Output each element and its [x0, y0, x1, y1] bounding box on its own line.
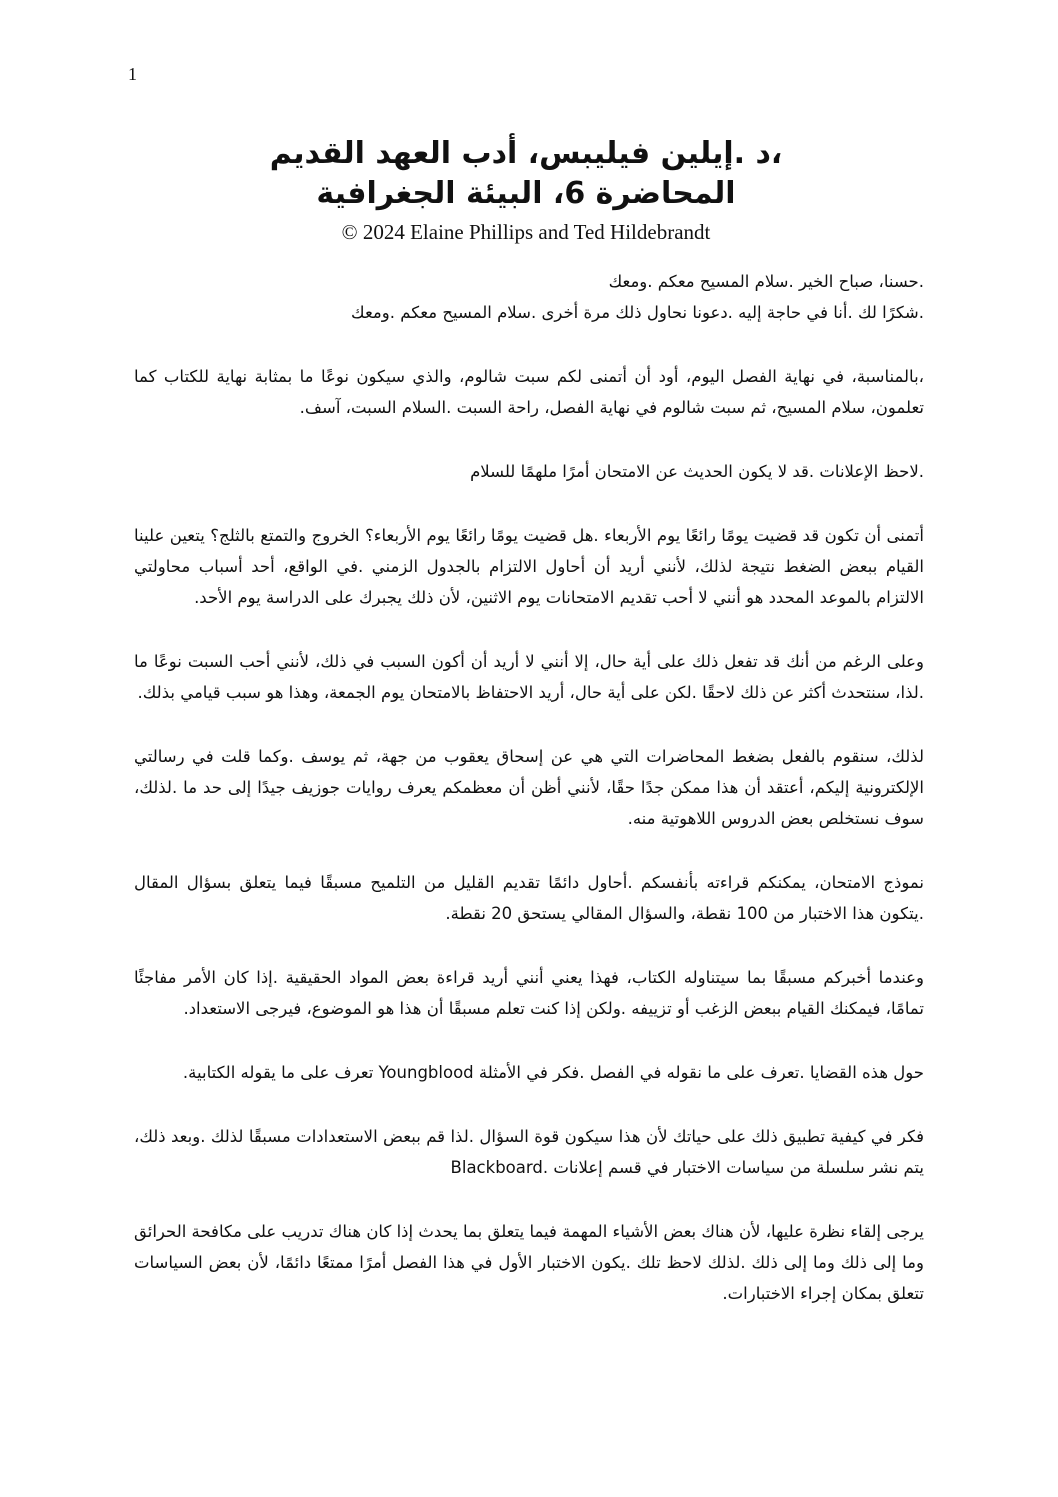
paragraph-line: نموذج الامتحان، يمكنكم قراءته بأنفسكم .أحاول دائمًا تقديم القليل من التلميح مسبقًا فيما يتعلق بسؤال المقال .يتكون هذا الاختبار من 100 نقطة، والسؤال المقالي يستحق 20 نقطة.	[134, 873, 924, 923]
paragraph	[134, 962, 924, 1024]
paragraph	[134, 266, 924, 328]
paragraph-line: وعندما أخبركم مسبقًا بما سيتناوله الكتاب، فهذا يعني أنني أريد قراءة بعض المواد الحقيقية .إذا كان الأمر مفاجئًا تمامًا، فيمكنك القيام ببعض الزغب أو تزييفه .ولكن إذا كنت تعلم مسبقًا أن هذا هو الموضوع، فيرجى الاستعداد.	[134, 968, 924, 1018]
paragraph	[134, 1057, 924, 1088]
paragraph-line: أتمنى أن تكون قد قضيت يومًا رائعًا يوم الأربعاء .هل قضيت يومًا رائعًا يوم الأربعاء؟ الخروج والتمتع بالثلج؟ يتعين علينا القيام ببعض الضغط نتيجة لذلك، لأنني أريد أن أحاول الالتزام بالجدول الزمني .في الواقع، أحد أسباب محاولتي الالتزام بالموعد المحدد هو أنني لا أحب تقديم الامتحانات يوم الاثنين، لأن ذلك يجبرك على الدراسة يوم الأحد.	[134, 526, 924, 607]
copyright-notice: © 2024 Elaine Phillips and Ted Hildebrandt	[341, 220, 711, 244]
paragraph-line: .لاحظ الإعلانات .قد لا يكون الحديث عن الامتحان أمرًا ملهمًا للسلام	[470, 462, 924, 481]
paragraph	[134, 867, 924, 929]
paragraph-line: .شكرًا لك .أنا في حاجة إليه .دعونا نحاول ذلك مرة أخرى .سلام المسيح معكم .ومعك	[351, 303, 924, 322]
paragraph	[134, 456, 924, 487]
paragraph-line: لذلك، سنقوم بالفعل بضغط المحاضرات التي هي عن إسحاق يعقوب من جهة، ثم يوسف .وكما قلت في رسالتي الإلكترونية إليكم، أعتقد أن هذا ممكن جدًا حقًا، لأنني أظن أن معظمكم يعرف روايات جوزيف جيدًا إلى حد ما .لذلك، سوف نستخلص بعض الدروس اللاهوتية منه.	[134, 747, 924, 828]
paragraph-line: حول هذه القضايا .تعرف على ما نقوله في الفصل .فكر في الأمثلة Youngblood تعرف على ما يقوله الكتابية.	[182, 1063, 924, 1082]
document-title	[120, 134, 932, 214]
paragraph-line: وعلى الرغم من أنك قد تفعل ذلك على أية حال، إلا أنني لا أريد أن أكون السبب في ذلك، لأنني أحب السبت نوعًا ما .لذا، سنتحدث أكثر عن ذلك لاحقًا .لكن على أية حال، أريد الاحتفاظ بالامتحان يوم الجمعة، وهذا هو سبب قيامي بذلك.	[134, 652, 924, 702]
paragraph	[134, 741, 924, 834]
page-number: 1	[128, 64, 137, 84]
paragraph	[134, 1216, 924, 1309]
transcript-body	[134, 266, 924, 1342]
paragraph-line: .حسنا، صباح الخير .سلام المسيح معكم .ومعك	[608, 272, 924, 291]
paragraph	[134, 361, 924, 423]
paragraph-line: يرجى إلقاء نظرة عليها، لأن هناك بعض الأشياء المهمة فيما يتعلق بما يحدث إذا كان هناك تدريب على مكافحة الحرائق وما إلى ذلك وما إلى ذلك .لذلك لاحظ تلك .يكون الاختبار الأول في هذا الفصل أمرًا ممتعًا دائمًا، لأن بعض السياسات تتعلق بمكان إجراء الاختبارات.	[134, 1222, 924, 1303]
title-line-2: المحاضرة 6، البيئة الجغرافية	[316, 176, 736, 211]
paragraph-line: ،بالمناسبة، في نهاية الفصل اليوم، أود أن أتمنى لكم سبت شالوم، والذي سيكون نوعًا ما بمثابة نهاية للكتاب كما تعلمون، سلام المسيح، ثم سبت شالوم في نهاية الفصل، راحة السبت .السلام السبت، آسف.	[134, 367, 924, 417]
title-line-1: ،د .إيلين فيليبس، أدب العهد القديم	[269, 136, 783, 171]
paragraph	[134, 1121, 924, 1183]
paragraph-line: فكر في كيفية تطبيق ذلك على حياتك لأن هذا سيكون قوة السؤال .لذا قم ببعض الاستعدادات مسبقًا لذلك .وبعد ذلك، يتم نشر سلسلة من سياسات الاختبار في قسم إعلانات .Blackboard	[134, 1127, 924, 1177]
paragraph	[134, 520, 924, 613]
paragraph	[134, 646, 924, 708]
